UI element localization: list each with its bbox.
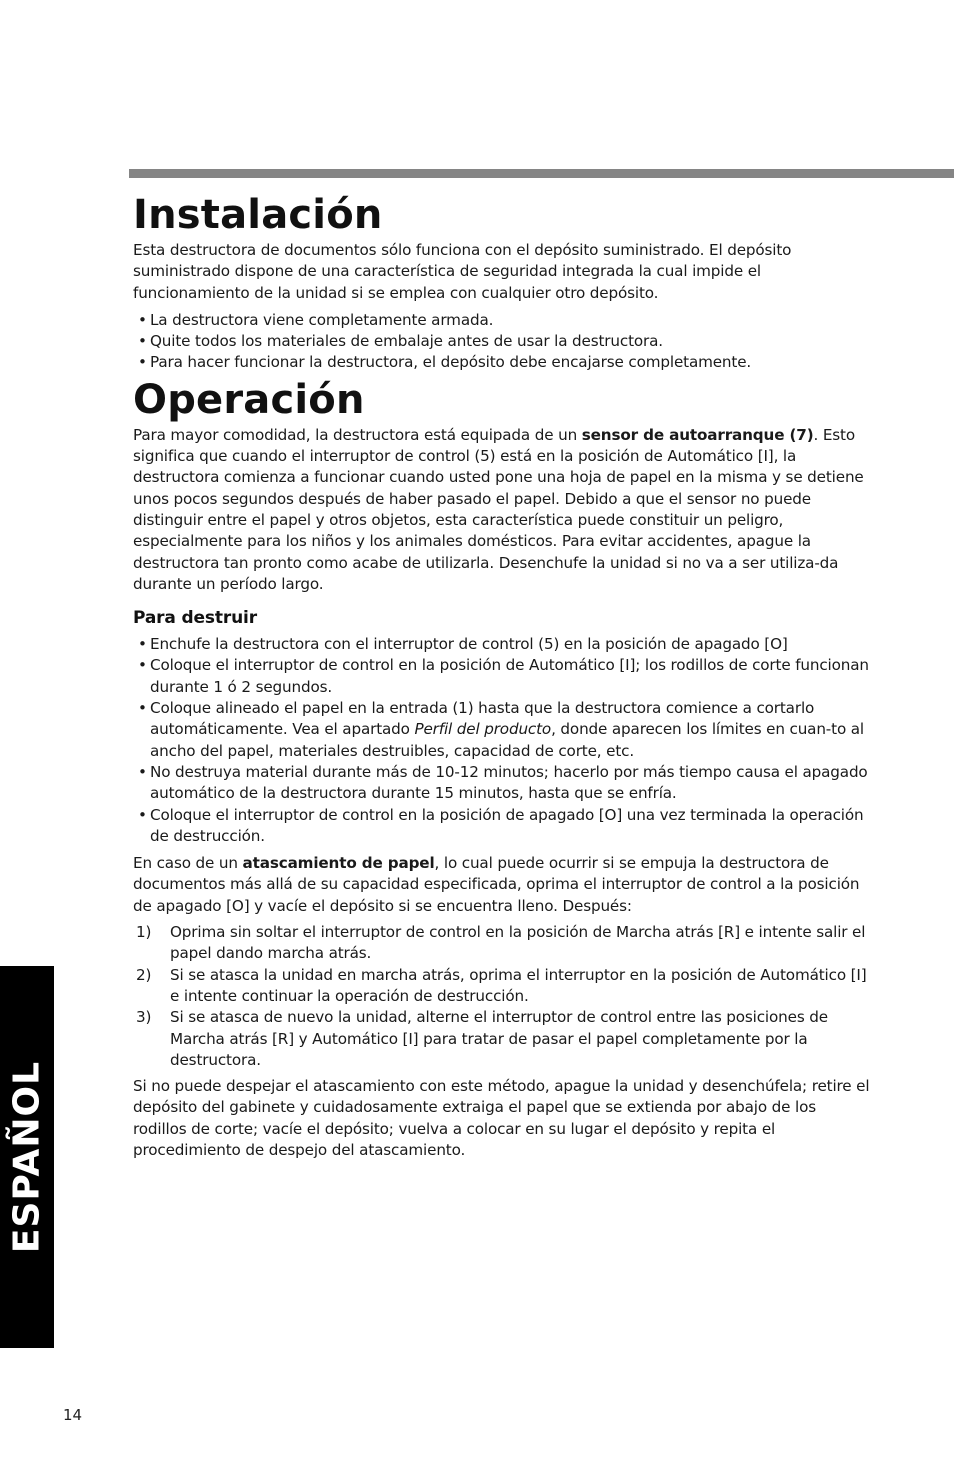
step-number: 1) (136, 923, 152, 942)
operation-title: Operación (133, 376, 365, 423)
bullet-icon: • (138, 353, 147, 372)
list-item: • Coloque alineado el papel en la entrada (1) hasta que la destructora comience a cortarlo automáticamente. Vea el apartado Perfil del producto, donde aparecen los límites en cuan-to al ancho del papel, materiales destruibles, capacidad de corte, etc. (138, 699, 864, 760)
shred-subheading: Para destruir (133, 608, 257, 629)
bullet-icon: • (138, 656, 147, 675)
bullet-icon: • (138, 699, 147, 718)
list-item: 1) Oprima sin soltar el interruptor de control en la posición de Marcha atrás [R] e intente salir el papel dando marcha atrás. (136, 923, 866, 963)
list-item: • Quite todos los materiales de embalaje antes de usar la destructora. (133, 331, 873, 352)
paper-jam-term: atascamiento de papel (242, 854, 435, 873)
bullet-icon: • (138, 762, 147, 781)
list-item: • Enchufe la destructora con el interruptor de control (5) en la posición de apagado [O] (133, 634, 873, 655)
step-number: 2) (136, 965, 152, 984)
list-item: • No destruya material durante más de 10-12 minutos; hacerlo por más tiempo causa el apagado automático de la destructora durante 15 minutos, hasta que se enfría. (138, 762, 868, 803)
page-content (133, 190, 873, 1161)
shred-bullets (133, 634, 873, 847)
list-item: • Para hacer funcionar la destructora, el depósito debe encajarse completamente. (133, 352, 873, 373)
operation-intro: Para mayor comodidad, la destructora está equipada de un sensor de autoarranque (7). Esto significa que cuando el interruptor de control (5) está en la posición de Automático [I], la destructora comienza a funcionar cuando usted pone una hoja de papel en la misma y se detiene unos pocos segundos después de haber pasado el papel. Debido a que el sensor no puede distinguir entre el papel y otros objetos, esta característica puede constituir un peligro, especialmente para los niños y los animales domésticos. Para evitar accidentes, apague la destructora tan pronto como acabe de utilizarla. Desenchufe la unidad si no va a ser utiliza-da durante un período largo. (133, 425, 864, 593)
installation-title: Instalación (133, 192, 383, 238)
page-number: 14 (63, 1406, 83, 1424)
language-tab (0, 966, 54, 1348)
installation-section (133, 190, 873, 374)
step-number: 3) (136, 1008, 152, 1027)
bullet-icon: • (138, 332, 147, 351)
jam-steps (133, 922, 873, 1071)
list-item: • La destructora viene completamente armada. (133, 310, 873, 331)
operation-section (133, 375, 873, 1162)
list-item: • Coloque el interruptor de control en la posición de Automático [I]; los rodillos de corte funcionan durante 1 ó 2 segundos. (138, 656, 869, 696)
product-profile-reference: Perfil del producto (414, 720, 552, 739)
bullet-icon: • (138, 310, 147, 329)
closing-paragraph: Si no puede despejar el atascamiento con este método, apague la unidad y desenchúfela; retire el depósito del gabinete y cuidadosamente extraiga el papel que se extienda por abajo de los rodillos de corte; vacíe el depósito; vuelva a colocar en su lugar el depósito y repita el procedimiento de despejo del atascamiento. (133, 1077, 870, 1159)
bullet-icon: • (138, 635, 147, 654)
installation-intro: Esta destructora de documentos sólo funciona con el depósito suministrado. El depósito suministrado dispone de una característica de seguridad integrada la cual impide el funcionamiento de la unidad si se emplea con cualquier otro depósito. (133, 241, 792, 302)
language-label: ESPAÑOL (6, 1060, 48, 1254)
bullet-icon: • (138, 805, 147, 824)
list-item: • Coloque el interruptor de control en la posición de apagado [O] una vez terminada la operación de destrucción. (138, 805, 864, 845)
list-item: 3) Si se atasca de nuevo la unidad, alterne el interruptor de control entre las posiciones de Marcha atrás [R] y Automático [I] para tratar de pasar el papel completamente por la destructora. (136, 1008, 828, 1069)
paper-jam-paragraph: En caso de un atascamiento de papel, lo cual puede ocurrir si se empuja la destructora de documentos más allá de su capacidad especificada, oprima el interruptor de control a la posición de apagado [O] y vacíe el depósito si se encuentra lleno. Después: (133, 854, 860, 915)
auto-start-sensor-term: sensor de autoarranque (7) (581, 425, 814, 444)
installation-bullets (133, 310, 873, 374)
list-item: 2) Si se atasca la unidad en marcha atrás, oprima el interruptor en la posición de Automático [I] e intente continuar la operación de destrucción. (136, 965, 867, 1005)
header-rule (129, 169, 954, 178)
